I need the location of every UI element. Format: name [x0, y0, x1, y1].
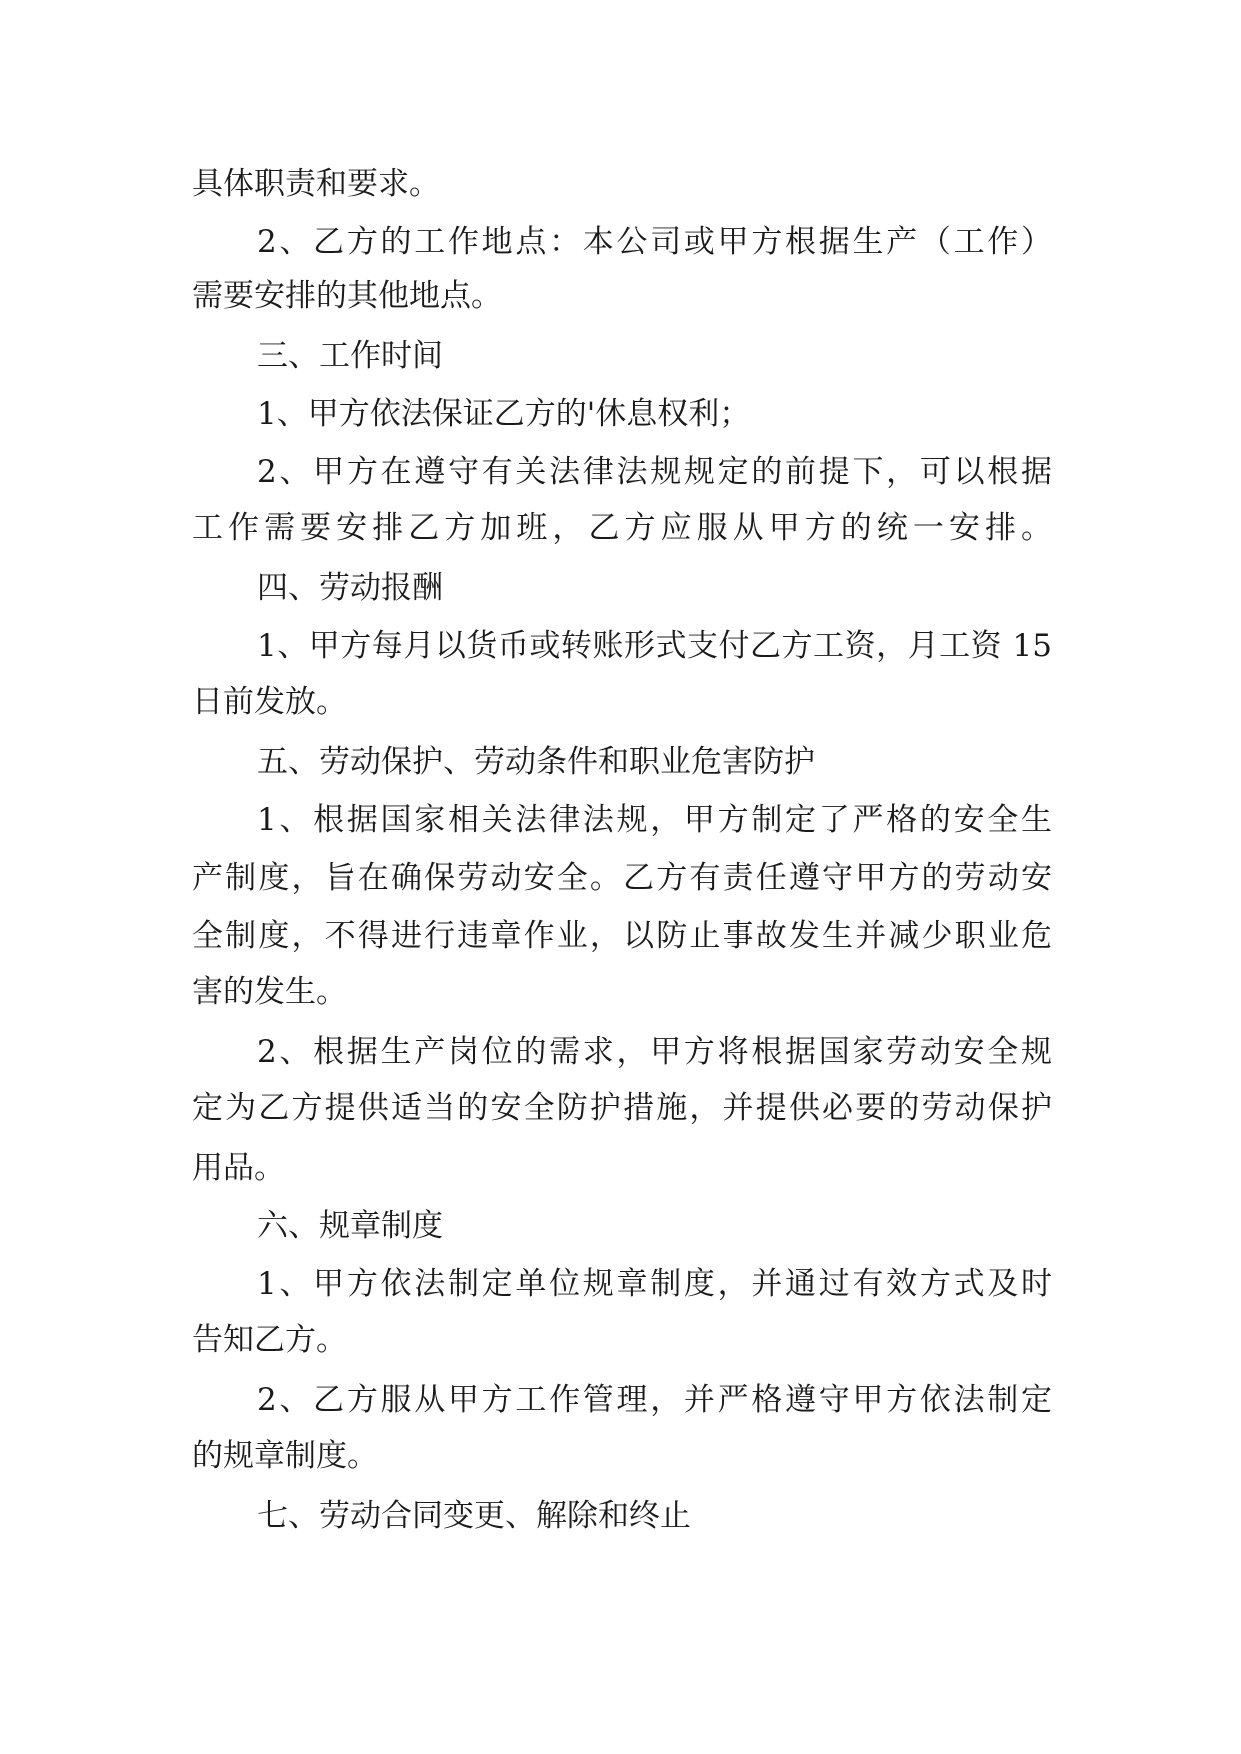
text-line: 告知乙方。	[192, 1322, 347, 1358]
text-line: 定为乙方提供适当的安全防护措施，并提供必要的劳动保护	[192, 1090, 1052, 1126]
text-line: 具体职责和要求。	[192, 166, 440, 202]
text-line: 1、根据国家相关法律法规，甲方制定了严格的安全生	[257, 802, 1052, 838]
text-line: 需要安排的其他地点。	[192, 278, 502, 314]
text-line: 1、甲方依法制定单位规章制度，并通过有效方式及时	[257, 1266, 1052, 1302]
text-line: 2、乙方服从甲方工作管理，并严格遵守甲方依法制定	[257, 1382, 1052, 1418]
text-line: 全制度，不得进行违章作业，以防止事故发生并减少职业危	[192, 918, 1052, 954]
section-heading: 四、劳动报酬	[257, 570, 443, 606]
text-line: 1、甲方依法保证乙方的'休息权利；	[257, 396, 751, 432]
text-line: 害的发生。	[192, 974, 347, 1010]
text-line: 日前发放。	[192, 684, 347, 720]
section-heading: 七、劳动合同变更、解除和终止	[257, 1498, 691, 1534]
text-line: 2、根据生产岗位的需求，甲方将根据国家劳动安全规	[257, 1034, 1052, 1070]
section-heading: 六、规章制度	[257, 1208, 443, 1244]
section-heading: 三、工作时间	[257, 338, 443, 374]
text-line: 2、乙方的工作地点：本公司或甲方根据生产（工作）	[257, 224, 1052, 260]
text-line: 工作需要安排乙方加班，乙方应服从甲方的统一安排。	[192, 510, 1052, 546]
text-line: 产制度，旨在确保劳动安全。乙方有责任遵守甲方的劳动安	[192, 860, 1052, 896]
text-line: 用品。	[192, 1150, 285, 1186]
text-line: 1、甲方每月以货币或转账形式支付乙方工资，月工资 15	[257, 628, 1052, 664]
text-line: 的规章制度。	[192, 1438, 378, 1474]
text-line: 2、甲方在遵守有关法律法规规定的前提下，可以根据	[257, 454, 1052, 490]
section-heading: 五、劳动保护、劳动条件和职业危害防护	[257, 744, 815, 780]
